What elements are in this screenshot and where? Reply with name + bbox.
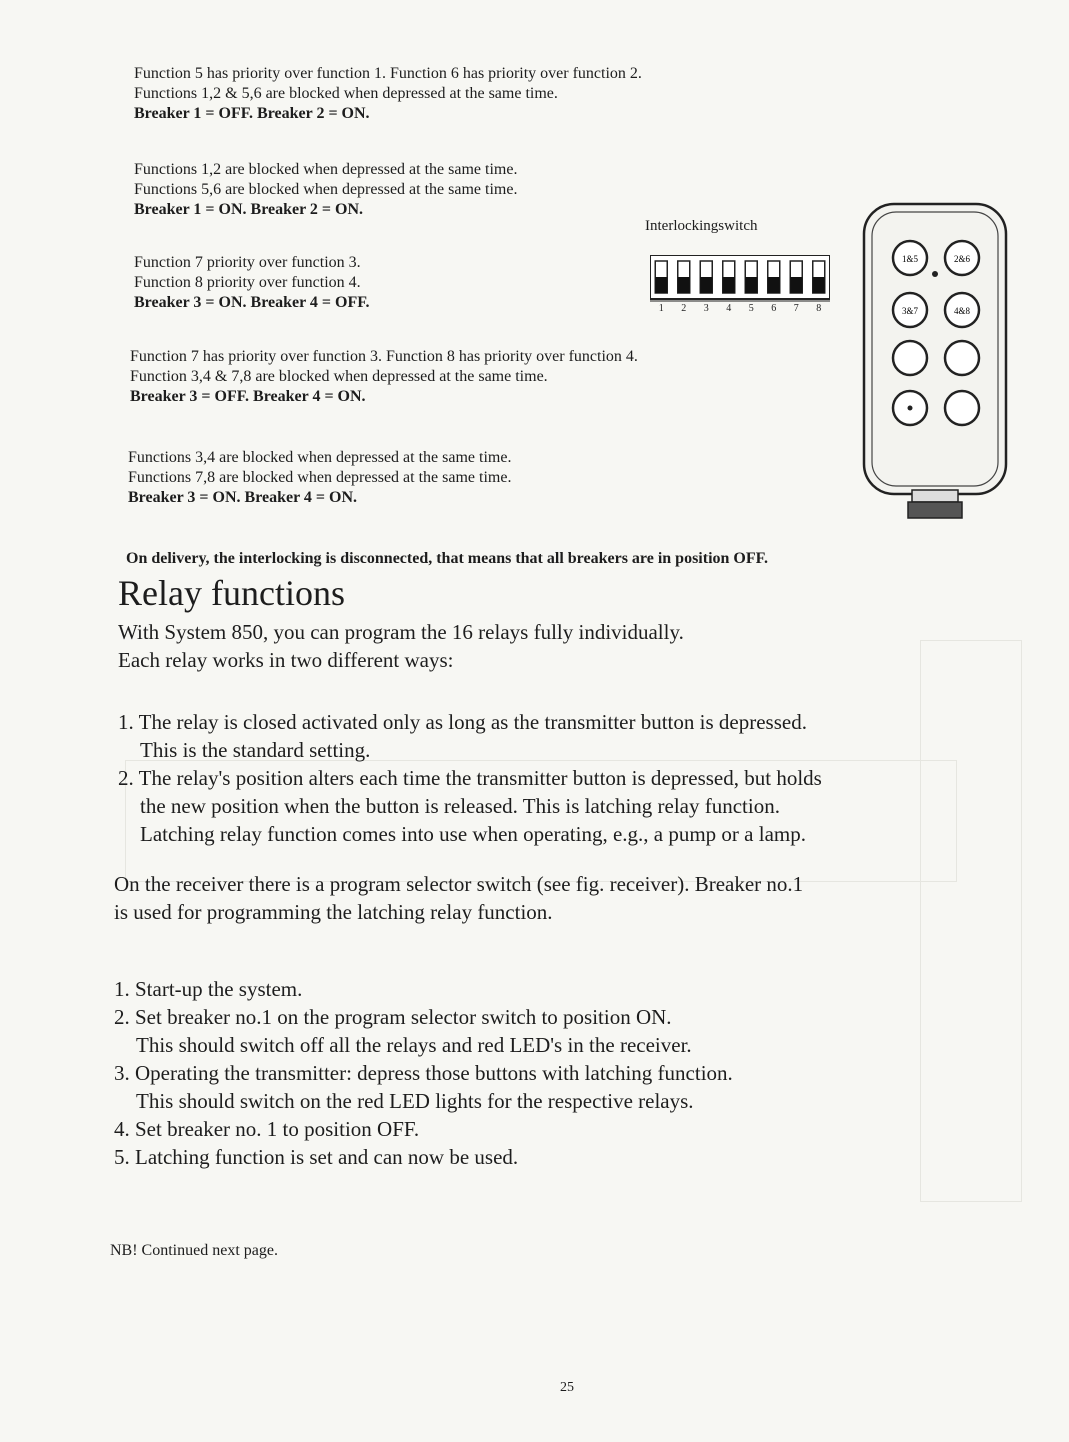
text-line: Function 3,4 & 7,8 are blocked when depressed at the same time. bbox=[130, 368, 548, 385]
text-line: Functions 5,6 are blocked when depressed at the same time. bbox=[134, 181, 518, 198]
interlock-section-1 bbox=[134, 64, 642, 124]
remote-button-2-6: 2&6 bbox=[953, 254, 971, 264]
text-line: With System 850, you can program the 16 relays fully individually. bbox=[118, 620, 684, 644]
receiver-paragraph bbox=[114, 870, 803, 926]
text-line: Functions 1,2 are blocked when depressed at the same time. bbox=[134, 161, 518, 178]
breaker-setting: Breaker 3 = ON. Breaker 4 = ON. bbox=[128, 489, 358, 506]
list-item: 4. Set breaker no. 1 to position OFF. bbox=[114, 1117, 420, 1141]
list-item: 3. Operating the transmitter: depress those buttons with latching function. bbox=[114, 1061, 733, 1085]
remote-button-4-8: 4&8 bbox=[953, 306, 971, 316]
dip-number: 2 bbox=[681, 303, 687, 313]
text-line: Functions 1,2 & 5,6 are blocked when depressed at the same time. bbox=[134, 85, 558, 102]
dip-knob bbox=[745, 277, 757, 293]
dip-number: 6 bbox=[771, 303, 777, 313]
dip-knob bbox=[655, 277, 667, 293]
remote-button-1-5: 1&5 bbox=[901, 254, 919, 264]
interlock-switch-label: Interlockingswitch bbox=[645, 218, 758, 234]
list-item: 1. The relay is closed activated only as long as the transmitter button is depressed. bbox=[118, 710, 807, 734]
list-item: 2. The relay's position alters each time the transmitter button is depressed, but holds bbox=[118, 766, 822, 790]
interlock-section-4 bbox=[130, 347, 638, 407]
breaker-setting: Breaker 1 = OFF. Breaker 2 = ON. bbox=[134, 105, 370, 122]
interlock-section-2 bbox=[134, 160, 517, 220]
text-line: Function 5 has priority over function 1. Function 6 has priority over function 2. bbox=[134, 65, 642, 82]
delivery-notice: On delivery, the interlocking is disconnected, that means that all breakers are in position OFF. bbox=[126, 550, 768, 567]
dip-number: 7 bbox=[793, 303, 799, 313]
scan-artifact bbox=[920, 640, 1022, 1202]
dip-switch-icon bbox=[650, 255, 830, 313]
remote-button-3-7: 3&7 bbox=[901, 306, 919, 316]
text-line: Function 7 priority over function 3. bbox=[134, 254, 361, 271]
breaker-setting: Breaker 1 = ON. Breaker 2 = ON. bbox=[134, 201, 364, 218]
text-line: On the receiver there is a program selector switch (see fig. receiver). Breaker no.1 bbox=[114, 872, 804, 896]
text-line: Function 8 priority over function 4. bbox=[134, 274, 361, 291]
list-item-continuation: This is the standard setting. bbox=[140, 738, 371, 762]
remote-control-icon bbox=[862, 202, 1008, 524]
section-heading: Relay functions bbox=[118, 573, 345, 613]
programming-steps-list bbox=[114, 975, 733, 1171]
dip-number: 8 bbox=[816, 303, 822, 313]
list-item-continuation: This should switch off all the relays and red LED's in the receiver. bbox=[136, 1033, 692, 1057]
text-line: Functions 7,8 are blocked when depressed at the same time. bbox=[128, 469, 512, 486]
dip-knob bbox=[678, 277, 690, 293]
breaker-setting: Breaker 3 = OFF. Breaker 4 = ON. bbox=[130, 388, 366, 405]
list-item-continuation: This should switch on the red LED lights for the respective relays. bbox=[136, 1089, 694, 1113]
relay-modes-list bbox=[118, 708, 822, 848]
dip-number: 1 bbox=[658, 303, 664, 313]
dip-knob bbox=[723, 277, 735, 293]
dip-number: 4 bbox=[726, 303, 732, 313]
dip-knob bbox=[790, 277, 802, 293]
text-line: Each relay works in two different ways: bbox=[118, 648, 454, 672]
dip-knob bbox=[813, 277, 825, 293]
list-item-continuation: Latching relay function comes into use when operating, e.g., a pump or a lamp. bbox=[140, 822, 806, 846]
relay-intro bbox=[118, 618, 684, 674]
list-item: 1. Start-up the system. bbox=[114, 977, 303, 1001]
dip-knob bbox=[768, 277, 780, 293]
interlock-section-5 bbox=[128, 448, 511, 508]
dip-number: 5 bbox=[748, 303, 754, 313]
text-line: Functions 3,4 are blocked when depressed at the same time. bbox=[128, 449, 512, 466]
dip-knob bbox=[700, 277, 712, 293]
interlock-section-3 bbox=[134, 253, 370, 313]
page-number: 25 bbox=[560, 1380, 574, 1395]
list-item-continuation: the new position when the button is released. This is latching relay function. bbox=[140, 794, 780, 818]
list-item: 2. Set breaker no.1 on the program selector switch to position ON. bbox=[114, 1005, 672, 1029]
list-item: 5. Latching function is set and can now be used. bbox=[114, 1145, 519, 1169]
text-line: is used for programming the latching relay function. bbox=[114, 900, 553, 924]
continued-note: NB! Continued next page. bbox=[110, 1242, 278, 1259]
text-line: Function 7 has priority over function 3. Function 8 has priority over function 4. bbox=[130, 348, 638, 365]
breaker-setting: Breaker 3 = ON. Breaker 4 = OFF. bbox=[134, 294, 370, 311]
dip-number: 3 bbox=[703, 303, 709, 313]
